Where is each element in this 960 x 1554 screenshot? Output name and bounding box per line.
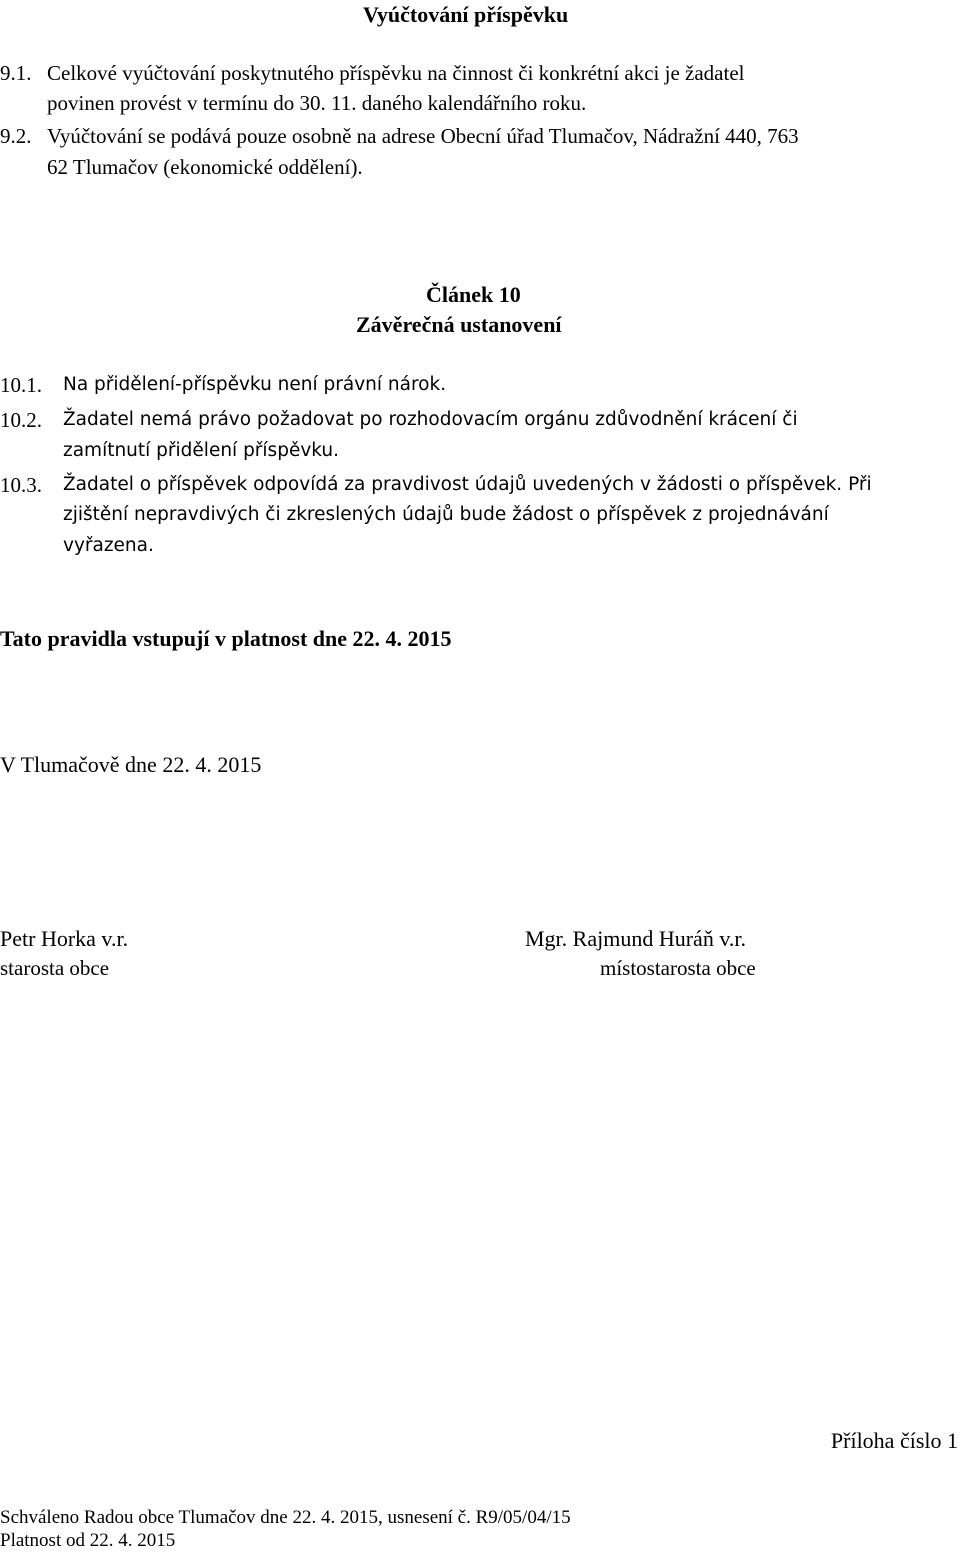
article-subheading: Závěrečná ustanovení [356, 312, 562, 337]
paragraph-text: Na přidělení-příspěvku není právní nárok. [63, 374, 447, 395]
paragraph-number: 10.1. [0, 373, 42, 397]
paragraph-text: Žadatel nemá právo požadovat po rozhodovacím orgánu zdůvodnění krácení či [63, 409, 798, 430]
paragraph-number: 9.1. [0, 61, 32, 85]
effective-statement: Tato pravidla vstupují v platnost dne 22. 4. 2015 [0, 626, 452, 651]
paragraph-text: Vyúčtování se podává pouze osobně na adrese Obecní úřad Tlumačov, Nádražní 440, 763 [47, 124, 799, 148]
paragraph-text: zjištění nepravdivých či zkreslených údajů bude žádost o příspěvek z projednávání [63, 504, 829, 525]
paragraph-text: povinen provést v termínu do 30. 11. daného kalendářního roku. [47, 91, 587, 115]
signatory-role-right: místostarosta obce [600, 956, 756, 980]
article-heading: Článek 10 [426, 282, 521, 307]
paragraph-number: 9.2. [0, 124, 32, 148]
place-date: V Tlumačově dne 22. 4. 2015 [0, 752, 262, 777]
attachment-label: Příloha číslo 1 [830, 1428, 958, 1453]
approval-note: Schváleno Radou obce Tlumačov dne 22. 4. 2015, usnesení č. R9/05/04/15 [0, 1507, 571, 1528]
signatory-role-left: starosta obce [0, 956, 110, 980]
paragraph-text: 62 Tlumačov (ekonomické oddělení). [47, 155, 363, 179]
paragraph-text: Celkové vyúčtování poskytnutého příspěvku na činnost či konkrétní akci je žadatel [47, 61, 745, 85]
paragraph-number: 10.2. [0, 408, 42, 432]
paragraph-number: 10.3. [0, 473, 42, 497]
paragraph-text: vyřazena. [63, 535, 154, 556]
paragraph-text: Žadatel o příspěvek odpovídá za pravdivost údajů uvedených v žádosti o příspěvek. Při [63, 474, 872, 495]
signatory-name-left: Petr Horka v.r. [0, 926, 129, 951]
signatory-name-right: Mgr. Rajmund Huráň v.r. [525, 926, 746, 951]
validity-note: Platnost od 22. 4. 2015 [0, 1530, 176, 1551]
paragraph-text: zamítnutí přidělení příspěvku. [63, 440, 340, 461]
section-title: Vyúčtování příspěvku [363, 2, 569, 27]
